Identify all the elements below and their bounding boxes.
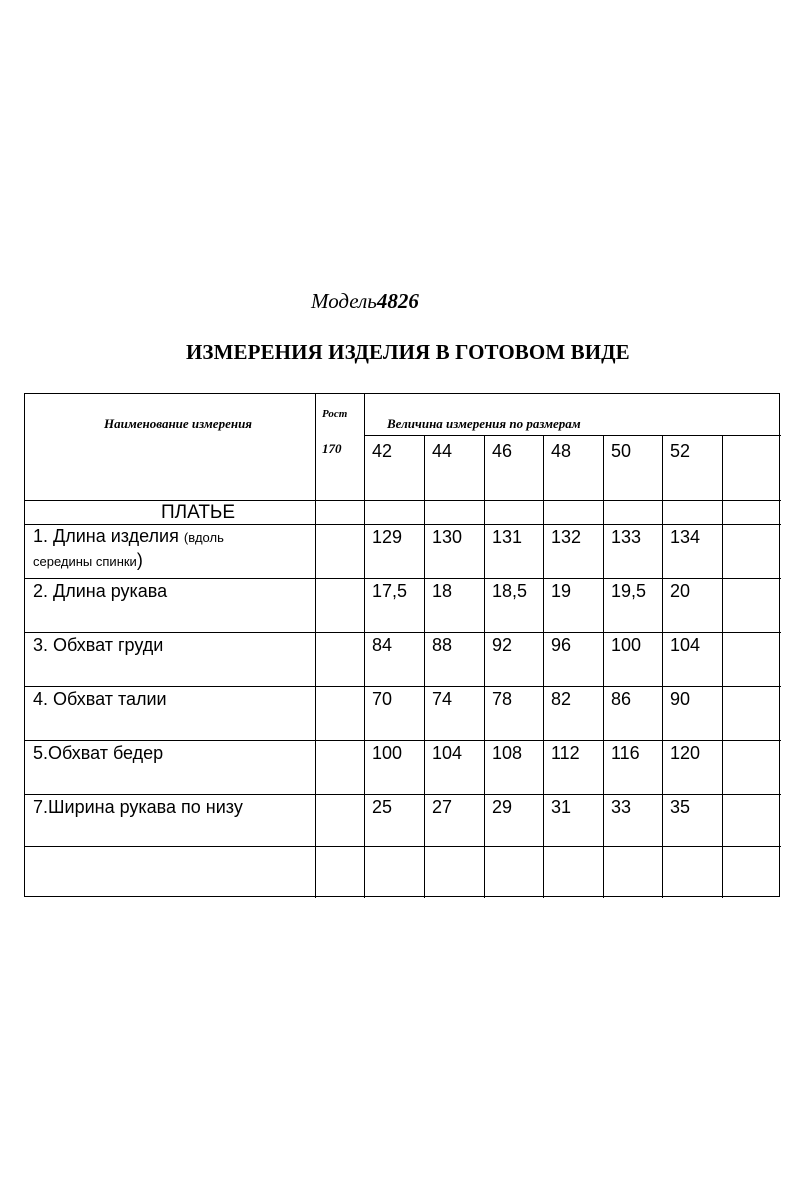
size-header-52: 52 [670,441,691,461]
row-name: 7.Ширина рукава по низу [33,797,243,817]
row-name: 4. Обхват талии [33,689,167,709]
grid-vline [424,435,425,898]
row-value: 82 [551,689,572,709]
row-value: 133 [611,527,642,547]
header-height-label: Рост [322,408,348,420]
row-name-main: 1. Длина изделия [33,526,184,546]
size-header-44: 44 [432,441,453,461]
row-value: 134 [670,527,701,547]
header-height-value: 170 [322,441,342,456]
row-value: 84 [372,635,393,655]
row-value: 27 [432,797,453,817]
row-name: 5.Обхват бедер [33,743,164,763]
measurement-table [24,393,780,897]
row-value: 92 [492,635,513,655]
size-header-50: 50 [611,441,632,461]
grid-vline [543,435,544,898]
row-value: 112 [551,743,580,763]
grid-vline [315,394,316,898]
row-value: 25 [372,797,393,817]
row-value: 29 [492,797,513,817]
row-name-note: (вдоль [183,530,224,545]
section-title: ПЛАТЬЕ [161,502,236,523]
row-value: 78 [492,689,513,709]
row-value: 31 [551,797,572,817]
page-title: ИЗМЕРЕНИЯ ИЗДЕЛИЯ В ГОТОВОМ ВИДЕ [186,340,630,364]
row-value: 86 [611,689,632,709]
grid-vline [662,435,663,898]
model-label: Модель4826 [311,289,419,313]
grid-hline [25,740,781,741]
row-name: 3. Обхват груди [33,635,164,655]
size-header-48: 48 [551,441,572,461]
header-sizes-label: Величина измерения по размерам [387,416,581,431]
row-value: 19,5 [611,581,647,601]
row-name-note-cont: середины спинки) [33,550,143,570]
grid-vline [603,435,604,898]
row-value: 18 [432,581,453,601]
row-value: 18,5 [492,581,528,601]
grid-vline [484,435,485,898]
row-value: 131 [492,527,523,547]
row-name: 2. Длина рукава [33,581,168,601]
grid-hline [25,500,781,501]
row-value: 120 [670,743,701,763]
row-value: 100 [611,635,642,655]
row-value: 17,5 [372,581,408,601]
grid-hline [25,578,781,579]
grid-hline [364,435,781,436]
grid-hline [25,632,781,633]
grid-hline [25,846,781,847]
row-value: 116 [611,743,640,763]
row-value: 88 [432,635,453,655]
grid-hline [25,794,781,795]
row-value: 129 [372,527,403,547]
row-value: 70 [372,689,393,709]
row-value: 104 [670,635,701,655]
row-value: 130 [432,527,463,547]
grid-vline [364,394,365,898]
row-value: 100 [372,743,403,763]
row-value: 20 [670,581,691,601]
grid-hline [25,524,781,525]
size-header-42: 42 [372,441,393,461]
row-value: 108 [492,743,523,763]
row-value: 96 [551,635,572,655]
grid-vline [722,435,723,898]
grid-hline [25,686,781,687]
row-value: 74 [432,689,453,709]
row-value: 104 [432,743,463,763]
row-value: 35 [670,797,691,817]
row-value: 19 [551,581,572,601]
row-name [33,526,224,547]
header-name-column: Наименование измерения [104,416,252,431]
row-value: 90 [670,689,691,709]
row-value: 33 [611,797,632,817]
row-value: 132 [551,527,582,547]
size-header-46: 46 [492,441,513,461]
